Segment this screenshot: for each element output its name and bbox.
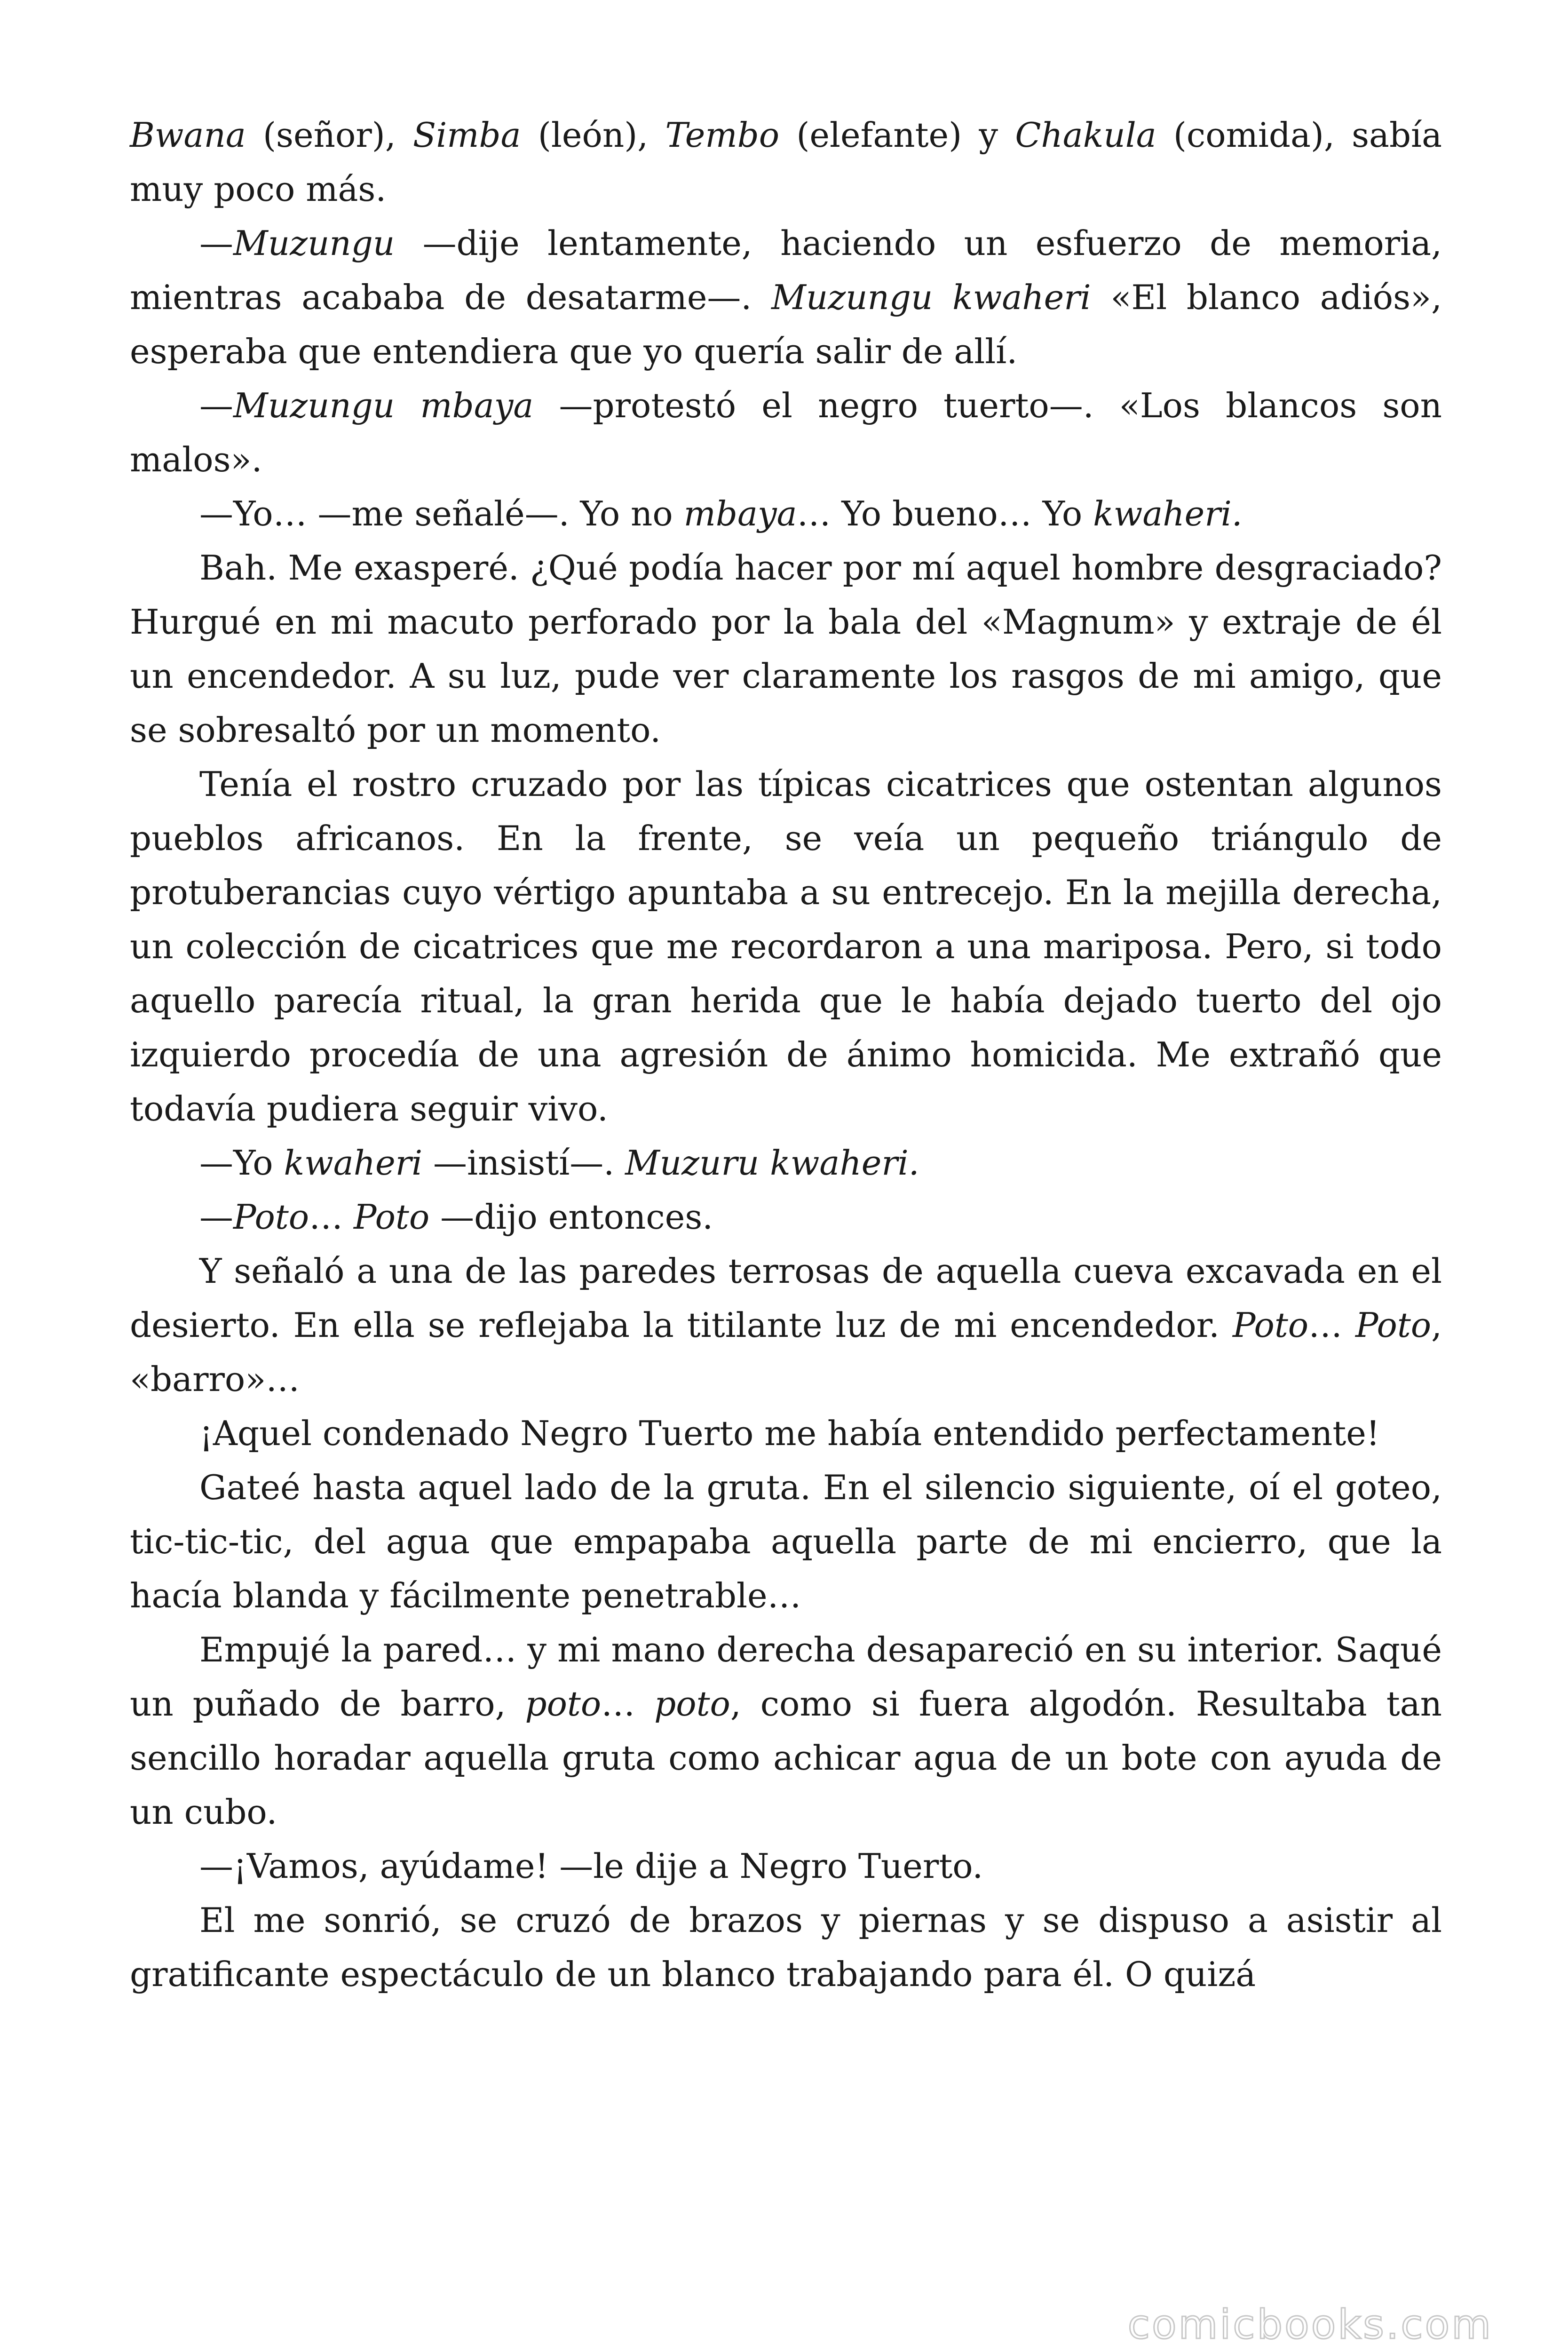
paragraph <box>130 1190 1442 1244</box>
italic-text: Muzuru kwaheri. <box>625 1143 919 1183</box>
italic-text: poto <box>525 1684 602 1724</box>
text-run: Empujé la pared… y mi mano derecha desapareció en su interior. Saqué un puñado de barro, <box>130 1630 1442 1724</box>
text-run: —Yo <box>199 1143 284 1183</box>
body-text <box>130 108 1442 2002</box>
paragraph <box>130 379 1442 487</box>
paragraph <box>130 1623 1442 1839</box>
paragraph <box>130 1136 1442 1190</box>
text-run: … <box>601 1684 655 1724</box>
italic-text: kwaheri <box>284 1143 423 1183</box>
paragraph <box>130 487 1442 541</box>
italic-text: Poto <box>1355 1305 1432 1345</box>
watermark: comicbooks.com <box>1127 2301 1493 2348</box>
italic-text: Poto <box>354 1197 430 1237</box>
text-run: —dije lentamente, haciendo un esfuerzo de memoria, mientras acababa de desatarme—. <box>130 223 1442 317</box>
italic-text: Chakula <box>1015 115 1156 155</box>
text-run: (elefante) y <box>779 115 1015 155</box>
paragraph <box>130 1244 1442 1406</box>
text-run: , como si fuera algodón. Resultaba tan sencillo horadar aquella gruta como achicar agua de un bote con ayuda de un cubo. <box>130 1684 1442 1832</box>
italic-text: Muzungu mbaya <box>233 386 534 425</box>
paragraph <box>130 216 1442 379</box>
text-run: (señor), <box>245 115 413 155</box>
text-run: , «barro»… <box>130 1305 1442 1399</box>
italic-text: mbaya <box>683 494 797 533</box>
italic-text: Simba <box>412 115 521 155</box>
text-run: (comida), sabía muy poco más. <box>130 115 1442 209</box>
italic-text: Muzungu <box>233 223 395 263</box>
text-run: — <box>199 223 233 263</box>
paragraph <box>130 1406 1442 1461</box>
italic-text: kwaheri. <box>1093 494 1243 533</box>
text-run: —protestó el negro tuerto—. «Los blancos son malos». <box>130 386 1442 479</box>
text-run: … <box>1308 1305 1355 1345</box>
text-run: ¡Aquel condenado Negro Tuerto me había entendido perfectamente! <box>199 1414 1380 1453</box>
paragraph <box>130 541 1442 757</box>
text-run: Gateé hasta aquel lado de la gruta. En el silencio siguiente, oí el goteo, tic-tic-tic, del agua que empapaba aquella parte de mi encierro, que la hacía blanda y fácilmente penetrable… <box>130 1468 1442 1615</box>
paragraph <box>130 108 1442 216</box>
text-run: Bah. Me exasperé. ¿Qué podía hacer por mí aquel hombre desgraciado? Hurgué en mi macuto perforado por la bala del «Magnum» y extraje de él un encendedor. A su luz, pude ver claramente los rasgos de mi amigo, que se sobresaltó por un momento. <box>130 548 1442 750</box>
text-run: Tenía el rostro cruzado por las típicas cicatrices que ostentan algunos pueblos africanos. En la frente, se veía un pequeño triángulo de protuberancias cuyo vértigo apuntaba a su entrecejo. En la mejilla derecha, un colección de cicatrices que me recordaron a una mariposa. Pero, si todo aquello parecía ritual, la gran herida que le había dejado tuerto del ojo izquierdo procedía de una agresión de ánimo homicida. Me extrañó que todavía pudiera seguir vivo. <box>130 764 1442 1128</box>
italic-text: Bwana <box>130 115 246 155</box>
paragraph <box>130 1839 1442 1893</box>
text-run: … Yo bueno… Yo <box>797 494 1093 533</box>
text-run: — <box>199 386 233 425</box>
paragraph <box>130 757 1442 1136</box>
italic-text: Tembo <box>665 115 780 155</box>
italic-text: Poto <box>1232 1305 1309 1345</box>
text-run: (león), <box>521 115 665 155</box>
text-run: El me sonrió, se cruzó de brazos y piernas y se dispuso a asistir al gratificante espectáculo de un blanco trabajando para él. O quizá <box>130 1900 1442 1994</box>
paragraph <box>130 1461 1442 1623</box>
text-run: … <box>309 1197 354 1237</box>
text-run: —insistí—. <box>422 1143 626 1183</box>
italic-text: Poto <box>233 1197 309 1237</box>
text-run: —¡Vamos, ayúdame! —le dije a Negro Tuerto. <box>199 1846 983 1886</box>
text-run: Y señaló a una de las paredes terrosas de aquella cueva excavada en el desierto. En ella se reflejaba la titilante luz de mi encendedor. <box>130 1251 1442 1345</box>
italic-text: poto <box>654 1684 730 1724</box>
text-run: —Yo… —me señalé—. Yo no <box>199 494 684 533</box>
paragraph <box>130 1893 1442 2002</box>
italic-text: Muzungu kwaheri <box>771 278 1091 317</box>
text-run: —dijo entonces. <box>429 1197 713 1237</box>
text-run: — <box>199 1197 233 1237</box>
text-run: «El blanco adiós», esperaba que entendiera que yo quería salir de allí. <box>130 278 1442 371</box>
